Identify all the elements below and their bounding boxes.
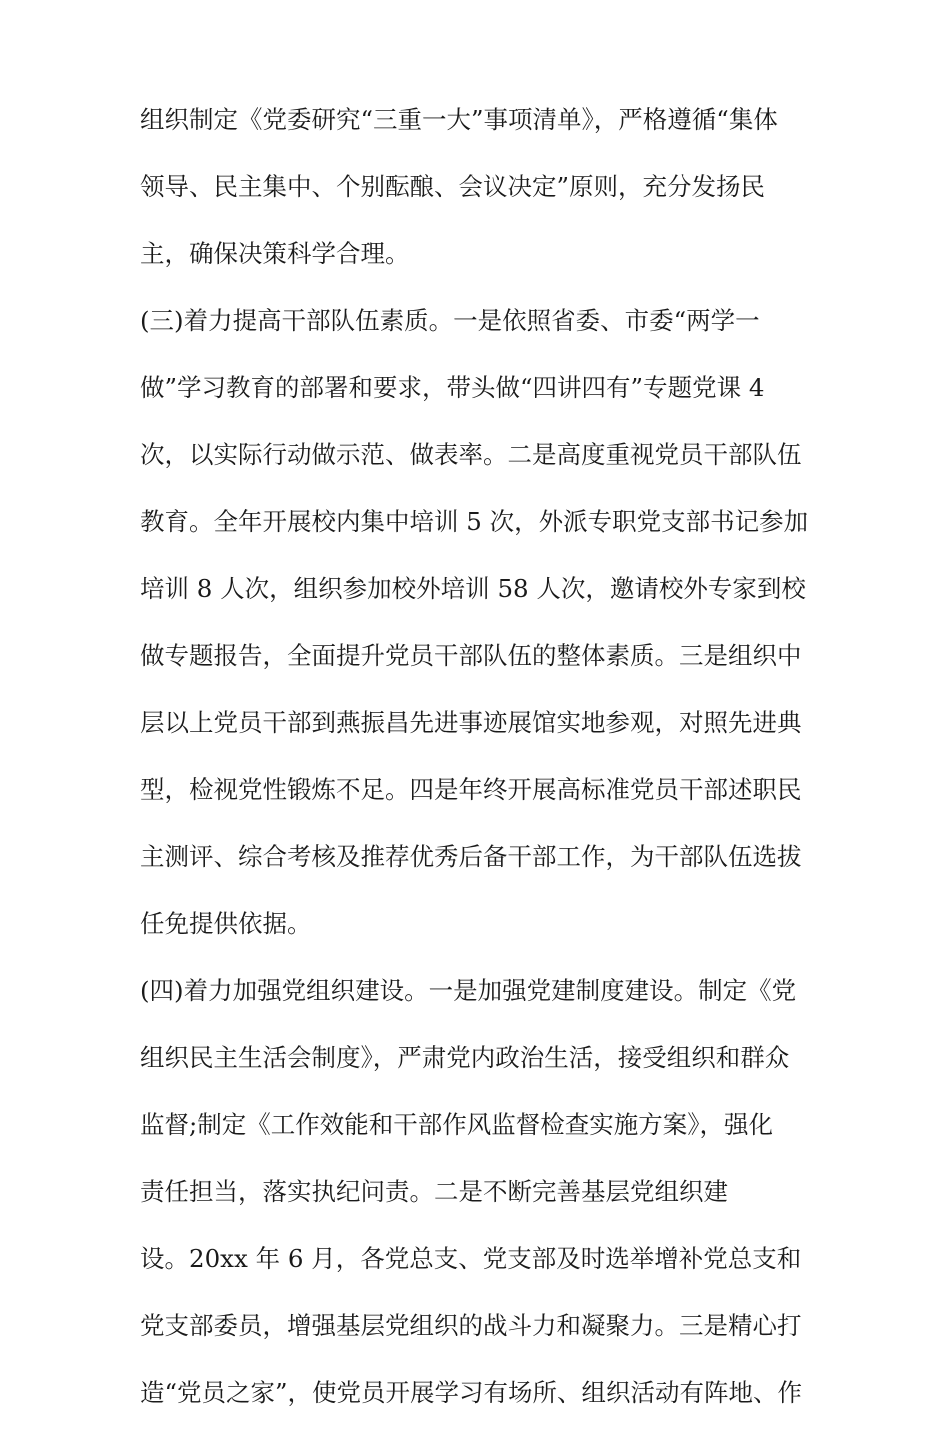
text-line: 设。20xx 年 6 月，各党总支、党支部及时选举增补党总支和 [140, 1244, 802, 1273]
text-line: 责任担当，落实执纪问责。二是不断完善基层党组织建 [140, 1177, 728, 1206]
text-line: 组织制定《党委研究“三重一大”事项清单》，严格遵循“集体 [140, 105, 778, 134]
text-line: 任免提供依据。 [140, 909, 312, 938]
text-line: 党支部委员，增强基层党组织的战斗力和凝聚力。三是精心打 [140, 1311, 802, 1340]
section-heading-line: (三)着力提高干部队伍素质。一是依照省委、市委“两学一 [140, 306, 760, 335]
text-line: 造“党员之家”，使党员开展学习有场所、组织活动有阵地、作 [140, 1378, 803, 1407]
text-line: 次，以实际行动做示范、做表率。二是高度重视党员干部队伍 [140, 440, 802, 469]
text-line: 领导、民主集中、个别酝酿、会议决定”原则，充分发扬民 [140, 172, 766, 201]
text-line: 做专题报告，全面提升党员干部队伍的整体素质。三是组织中 [140, 641, 802, 670]
text-line: 层以上党员干部到燕振昌先进事迹展馆实地参观，对照先进典 [140, 708, 802, 737]
text-line: 主测评、综合考核及推荐优秀后备干部工作，为干部队伍选拔 [140, 842, 802, 871]
text-line: 主，确保决策科学合理。 [140, 239, 410, 268]
body-text [140, 105, 830, 1448]
text-line: 型，检视党性锻炼不足。四是年终开展高标准党员干部述职民 [140, 775, 802, 804]
text-line: 培训 8 人次，组织参加校外培训 58 人次，邀请校外专家到校 [140, 574, 806, 603]
text-line: 做”学习教育的部署和要求，带头做“四讲四有”专题党课 4 [140, 373, 765, 402]
section-heading-line: (四)着力加强党组织建设。一是加强党建制度建设。制定《党 [140, 976, 797, 1005]
text-line: 教育。全年开展校内集中培训 5 次，外派专职党支部书记参加 [140, 507, 809, 536]
text-line: 监督;制定《工作效能和干部作风监督检查实施方案》，强化 [140, 1110, 774, 1139]
text-line: 组织民主生活会制度》，严肃党内政治生活，接受组织和群众 [140, 1043, 790, 1072]
